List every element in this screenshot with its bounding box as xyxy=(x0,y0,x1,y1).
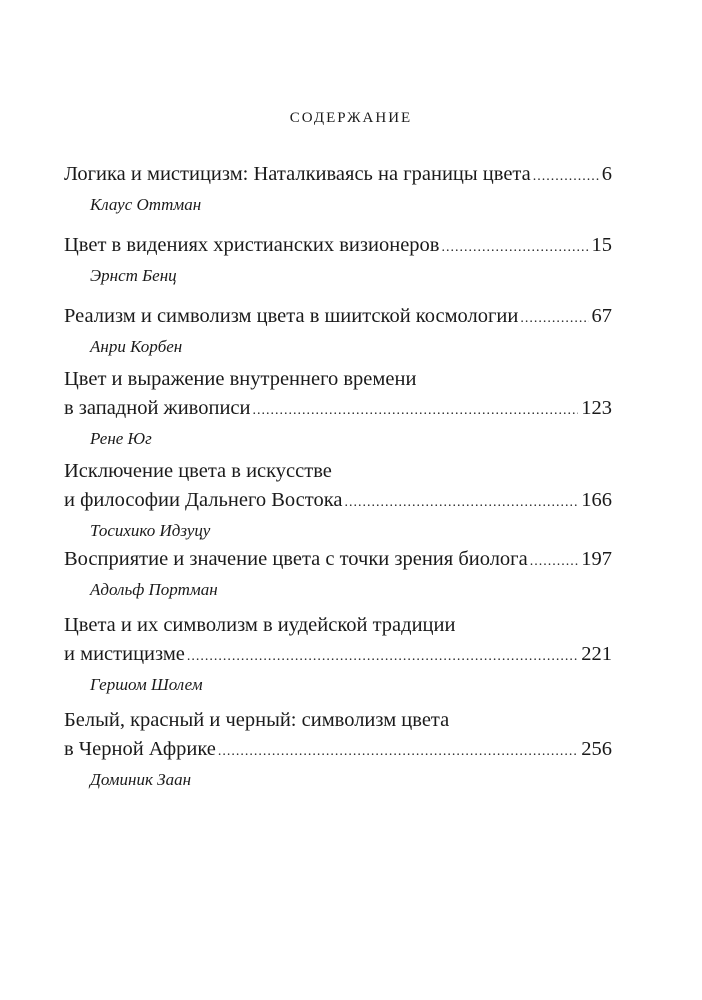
toc-page-number: 197 xyxy=(581,548,612,570)
toc-author: Анри Корбен xyxy=(90,337,183,356)
dot-leader xyxy=(218,737,578,766)
toc-entry xyxy=(64,160,612,231)
toc-entry-title: Логика и мистицизм: Наталкиваясь на границы цвета xyxy=(64,163,531,185)
toc-page-number: 256 xyxy=(581,738,612,760)
dot-leader xyxy=(530,547,579,576)
toc-entry-title-line1: Исключение цвета в искусстве xyxy=(64,460,332,482)
toc-entry xyxy=(64,545,612,611)
toc-list xyxy=(64,160,612,794)
dot-leader xyxy=(252,396,578,425)
toc-author: Клаус Оттман xyxy=(90,195,202,214)
toc-author: Гершом Шолем xyxy=(90,675,203,694)
toc-entry xyxy=(64,365,612,457)
toc-page-number: 15 xyxy=(591,234,612,256)
toc-entry-title-line1: Цвет и выражение внутреннего времени xyxy=(64,368,417,390)
toc-entry-title: в западной живописи xyxy=(64,397,251,419)
toc-page-number: 221 xyxy=(581,643,612,665)
toc-author: Доминик Заан xyxy=(90,770,192,789)
toc-entry-title: Восприятие и значение цвета с точки зрения биолога xyxy=(64,548,528,570)
toc-entry-line xyxy=(64,640,612,671)
toc-entry-line xyxy=(64,735,612,766)
toc-page-number: 67 xyxy=(591,305,612,327)
dot-leader xyxy=(187,642,578,671)
toc-author: Рене Юг xyxy=(90,429,152,448)
page-title: содержание xyxy=(289,102,413,127)
toc-entry-title: и мистицизме xyxy=(64,643,185,665)
toc-page-number: 166 xyxy=(581,489,612,511)
toc-author: Тосихико Идзуцу xyxy=(90,521,211,540)
toc-entry xyxy=(64,457,612,545)
toc-entry xyxy=(64,706,612,794)
toc-entry-title: и философии Дальнего Востока xyxy=(64,489,343,511)
toc-entry-title: Реализм и символизм цвета в шиитской космологии xyxy=(64,305,519,327)
toc-entry-line xyxy=(64,486,612,517)
toc-entry-title: в Черной Африке xyxy=(64,738,216,760)
toc-entry-line xyxy=(64,231,612,262)
toc-entry-title: Цвет в видениях христианских визионеров xyxy=(64,234,440,256)
toc-author: Эрнст Бенц xyxy=(90,266,177,285)
toc-entry-line xyxy=(64,394,612,425)
dot-leader xyxy=(520,304,588,333)
toc-entry-line xyxy=(64,545,612,576)
toc-author: Адольф Портман xyxy=(90,580,218,599)
dot-leader xyxy=(344,488,578,517)
toc-entry-title-line1: Цвета и их символизм в иудейской традиции xyxy=(64,614,456,636)
dot-leader xyxy=(441,233,588,262)
dot-leader xyxy=(533,162,599,191)
toc-entry xyxy=(64,611,612,706)
toc-entry-title-line1: Белый, красный и черный: символизм цвета xyxy=(64,709,450,731)
toc-entry xyxy=(64,231,612,302)
toc-entry xyxy=(64,302,612,365)
toc-entry-line xyxy=(64,302,612,333)
toc-page-number: 6 xyxy=(601,163,612,185)
toc-page-number: 123 xyxy=(581,397,612,419)
toc-entry-line xyxy=(64,160,612,191)
